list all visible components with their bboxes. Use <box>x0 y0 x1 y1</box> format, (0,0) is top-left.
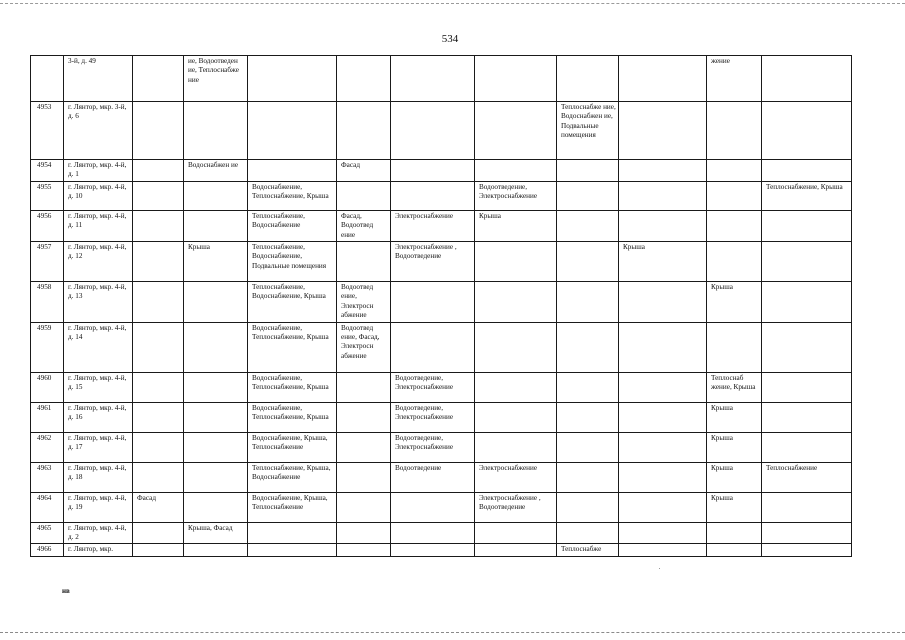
work-type-cell <box>475 432 557 462</box>
row-number-cell: 4957 <box>31 242 64 282</box>
work-type-cell <box>391 282 475 323</box>
row-number-cell: 4954 <box>31 160 64 182</box>
work-type-cell <box>619 522 707 544</box>
work-type-cell <box>619 492 707 522</box>
work-type-cell <box>557 432 619 462</box>
table-row <box>31 522 852 544</box>
work-type-cell <box>557 160 619 182</box>
work-type-cell <box>184 492 248 522</box>
table-row <box>31 402 852 432</box>
footer-mark: нв <box>62 587 70 595</box>
work-type-cell <box>707 210 762 241</box>
work-type-cell <box>184 322 248 372</box>
address-cell: г. Лянтор, мкр. 4-й, д. 19 <box>64 492 133 522</box>
address-cell: г. Лянтор, мкр. 4-й, д. 18 <box>64 462 133 492</box>
table-row <box>31 372 852 402</box>
table-row <box>31 492 852 522</box>
work-type-cell: Теплоснабже ние, Водоснабжен ие, Подвальные помещения <box>557 102 619 160</box>
work-type-cell <box>337 102 391 160</box>
row-number-cell: 4960 <box>31 372 64 402</box>
work-type-cell: Водоотведение, Электроснабжение <box>391 402 475 432</box>
work-type-cell <box>391 181 475 210</box>
scan-edge-bottom <box>0 632 905 633</box>
address-cell: г. Лянтор, мкр. 4-й, д. 13 <box>64 282 133 323</box>
work-type-cell <box>762 492 852 522</box>
work-type-cell: ие, Водоотведен ие, Теплоснабже ние <box>184 56 248 102</box>
work-type-cell <box>184 210 248 241</box>
page-number: 534 <box>441 33 459 45</box>
work-type-cell <box>184 282 248 323</box>
address-cell: г. Лянтор, мкр. 4-й, д. 14 <box>64 322 133 372</box>
address-cell: г. Лянтор, мкр. 4-й, д. 15 <box>64 372 133 402</box>
work-type-cell <box>557 372 619 402</box>
table-row <box>31 102 852 160</box>
work-type-cell: Теплоснабжение, Водоснабжение, Крыша <box>248 282 337 323</box>
work-type-cell <box>762 372 852 402</box>
address-cell: г. Лянтор, мкр. 4-й, д. 1 <box>64 160 133 182</box>
work-type-cell <box>707 160 762 182</box>
table-row <box>31 544 852 556</box>
scan-edge-top <box>0 3 905 4</box>
work-type-cell <box>557 402 619 432</box>
work-type-cell <box>762 402 852 432</box>
scan-speck <box>659 568 660 569</box>
work-type-cell: Водоснабжен ие <box>184 160 248 182</box>
work-type-cell <box>133 372 184 402</box>
work-type-cell <box>133 160 184 182</box>
work-type-cell <box>248 160 337 182</box>
row-number-cell <box>31 56 64 102</box>
work-type-cell <box>619 322 707 372</box>
work-type-cell <box>133 522 184 544</box>
work-type-cell <box>248 522 337 544</box>
work-type-cell <box>557 210 619 241</box>
work-type-cell <box>557 282 619 323</box>
work-type-cell: Водоотведение <box>391 462 475 492</box>
work-type-cell <box>337 372 391 402</box>
work-type-cell <box>619 181 707 210</box>
table-row <box>31 322 852 372</box>
work-type-cell <box>248 544 337 556</box>
work-type-cell <box>133 102 184 160</box>
work-type-cell <box>184 544 248 556</box>
work-type-cell <box>391 160 475 182</box>
work-type-cell <box>475 402 557 432</box>
work-type-cell <box>707 522 762 544</box>
work-type-cell <box>619 462 707 492</box>
table-row <box>31 432 852 462</box>
work-type-cell <box>557 522 619 544</box>
table-row <box>31 242 852 282</box>
work-type-cell <box>762 242 852 282</box>
work-type-cell <box>248 102 337 160</box>
work-type-cell <box>475 522 557 544</box>
work-type-cell: Крыша <box>619 242 707 282</box>
work-type-cell <box>762 432 852 462</box>
address-cell: г. Лянтор, мкр. 4-й, д. 2 <box>64 522 133 544</box>
work-type-cell: Электроснабжение <box>391 210 475 241</box>
address-cell: г. Лянтор, мкр. 3-й, д. 6 <box>64 102 133 160</box>
table-row <box>31 181 852 210</box>
work-type-cell <box>337 242 391 282</box>
work-type-cell <box>557 56 619 102</box>
work-type-cell <box>619 210 707 241</box>
work-type-cell <box>475 160 557 182</box>
work-type-cell <box>337 402 391 432</box>
work-type-cell <box>475 56 557 102</box>
work-type-cell <box>707 242 762 282</box>
work-type-cell <box>391 544 475 556</box>
work-type-cell <box>184 402 248 432</box>
work-type-cell: Водоснабжение, Теплоснабжение, Крыша <box>248 402 337 432</box>
work-type-cell: Водоотвед ение, Электросн абжение <box>337 282 391 323</box>
work-type-cell <box>619 402 707 432</box>
work-type-cell <box>762 56 852 102</box>
work-type-cell: Крыша <box>707 402 762 432</box>
work-type-cell: Теплоснабжение <box>762 462 852 492</box>
work-type-cell <box>619 160 707 182</box>
row-number-cell: 4953 <box>31 102 64 160</box>
work-type-cell: Водоснабжение, Крыша, Теплоснабжение <box>248 432 337 462</box>
work-type-cell: Водоснабжение, Теплоснабжение, Крыша <box>248 372 337 402</box>
work-type-cell: Крыша <box>707 432 762 462</box>
address-cell: 3-й, д. 49 <box>64 56 133 102</box>
work-type-cell <box>762 210 852 241</box>
work-type-cell: Крыша <box>475 210 557 241</box>
address-cell: г. Лянтор, мкр. 4-й, д. 17 <box>64 432 133 462</box>
work-type-cell: Водоотвед ение, Фасад, Электросн абжение <box>337 322 391 372</box>
row-number-cell: 4962 <box>31 432 64 462</box>
work-type-cell: Теплоснабжение, Водоснабжение <box>248 210 337 241</box>
table-row <box>31 160 852 182</box>
work-type-cell: Водоснабжение, Крыша, Теплоснабжение <box>248 492 337 522</box>
work-type-cell <box>133 282 184 323</box>
work-type-cell: Фасад, Водоотвед ение <box>337 210 391 241</box>
work-type-cell: Фасад <box>337 160 391 182</box>
work-type-cell <box>762 522 852 544</box>
row-number-cell: 4956 <box>31 210 64 241</box>
work-type-cell <box>619 56 707 102</box>
work-type-cell <box>707 102 762 160</box>
work-type-cell <box>133 242 184 282</box>
work-type-cell: Водоотведение, Электроснабжение <box>391 372 475 402</box>
work-type-cell <box>557 492 619 522</box>
work-type-cell <box>391 322 475 372</box>
work-type-cell <box>337 522 391 544</box>
work-type-cell <box>133 402 184 432</box>
work-type-cell <box>184 432 248 462</box>
row-number-cell: 4963 <box>31 462 64 492</box>
work-type-cell <box>475 544 557 556</box>
work-type-cell <box>475 102 557 160</box>
row-number-cell: 4959 <box>31 322 64 372</box>
row-number-cell: 4966 <box>31 544 64 556</box>
work-type-cell <box>619 282 707 323</box>
work-type-cell <box>762 322 852 372</box>
work-type-cell <box>133 432 184 462</box>
work-type-cell <box>184 462 248 492</box>
repair-schedule-table <box>30 55 852 557</box>
work-type-cell <box>762 282 852 323</box>
work-type-cell <box>133 56 184 102</box>
work-type-cell: Электроснабжение , Водоотведение <box>475 492 557 522</box>
work-type-cell <box>557 242 619 282</box>
address-cell: г. Лянтор, мкр. 4-й, д. 16 <box>64 402 133 432</box>
work-type-cell <box>391 522 475 544</box>
work-type-cell <box>619 102 707 160</box>
work-type-cell <box>707 544 762 556</box>
address-cell: г. Лянтор, мкр. 4-й, д. 11 <box>64 210 133 241</box>
work-type-cell <box>557 462 619 492</box>
work-type-cell <box>133 181 184 210</box>
row-number-cell: 4958 <box>31 282 64 323</box>
work-type-cell: Водоотведение, Электроснабжение <box>475 181 557 210</box>
work-type-cell: Электроснабжение <box>475 462 557 492</box>
work-type-cell <box>619 372 707 402</box>
work-type-cell <box>619 544 707 556</box>
work-type-cell <box>762 544 852 556</box>
row-number-cell: 4965 <box>31 522 64 544</box>
work-type-cell <box>707 181 762 210</box>
table-row <box>31 210 852 241</box>
work-type-cell <box>184 102 248 160</box>
work-type-cell <box>475 372 557 402</box>
work-type-cell: Теплоснаб жение, Крыша <box>707 372 762 402</box>
address-cell: г. Лянтор, мкр. 4-й, д. 10 <box>64 181 133 210</box>
work-type-cell: Водоснабжение, Теплоснабжение, Крыша <box>248 181 337 210</box>
work-type-cell <box>557 181 619 210</box>
work-type-cell: Электроснабжение , Водоотведение <box>391 242 475 282</box>
table-row <box>31 462 852 492</box>
work-type-cell <box>391 102 475 160</box>
work-type-cell <box>337 544 391 556</box>
work-type-cell: Теплоснабжение, Крыша <box>762 181 852 210</box>
work-type-cell <box>762 160 852 182</box>
work-type-cell <box>337 56 391 102</box>
table-body <box>31 56 852 557</box>
work-type-cell: Теплоснабжение, Водоснабжение, Подвальные помещения <box>248 242 337 282</box>
work-type-cell: жение <box>707 56 762 102</box>
work-type-cell: Крыша <box>707 492 762 522</box>
work-type-cell <box>475 322 557 372</box>
table-row <box>31 282 852 323</box>
address-cell: г. Лянтор, мкр. 4-й, д. 12 <box>64 242 133 282</box>
work-type-cell <box>391 56 475 102</box>
address-cell: г. Лянтор, мкр. <box>64 544 133 556</box>
work-type-cell: Крыша, Фасад <box>184 522 248 544</box>
work-type-cell: Крыша <box>707 282 762 323</box>
work-type-cell <box>475 282 557 323</box>
work-type-cell <box>133 544 184 556</box>
work-type-cell <box>337 432 391 462</box>
work-type-cell: Фасад <box>133 492 184 522</box>
work-type-cell <box>184 372 248 402</box>
work-type-cell <box>619 432 707 462</box>
work-type-cell <box>707 322 762 372</box>
work-type-cell: Крыша <box>707 462 762 492</box>
work-type-cell: Водоотведение, Электроснабжение <box>391 432 475 462</box>
work-type-cell <box>133 210 184 241</box>
work-type-cell: Теплоснабжение, Крыша, Водоснабжение <box>248 462 337 492</box>
work-type-cell <box>337 181 391 210</box>
table-row <box>31 56 852 102</box>
work-type-cell: Водоснабжение, Теплоснабжение, Крыша <box>248 322 337 372</box>
work-type-cell <box>184 181 248 210</box>
work-type-cell <box>337 492 391 522</box>
work-type-cell <box>248 56 337 102</box>
work-type-cell <box>762 102 852 160</box>
work-type-cell <box>475 242 557 282</box>
work-type-cell <box>391 492 475 522</box>
row-number-cell: 4961 <box>31 402 64 432</box>
work-type-cell <box>557 322 619 372</box>
work-type-cell: Крыша <box>184 242 248 282</box>
work-type-cell <box>337 462 391 492</box>
row-number-cell: 4955 <box>31 181 64 210</box>
work-type-cell <box>133 322 184 372</box>
work-type-cell <box>133 462 184 492</box>
work-type-cell: Теплоснабже <box>557 544 619 556</box>
row-number-cell: 4964 <box>31 492 64 522</box>
